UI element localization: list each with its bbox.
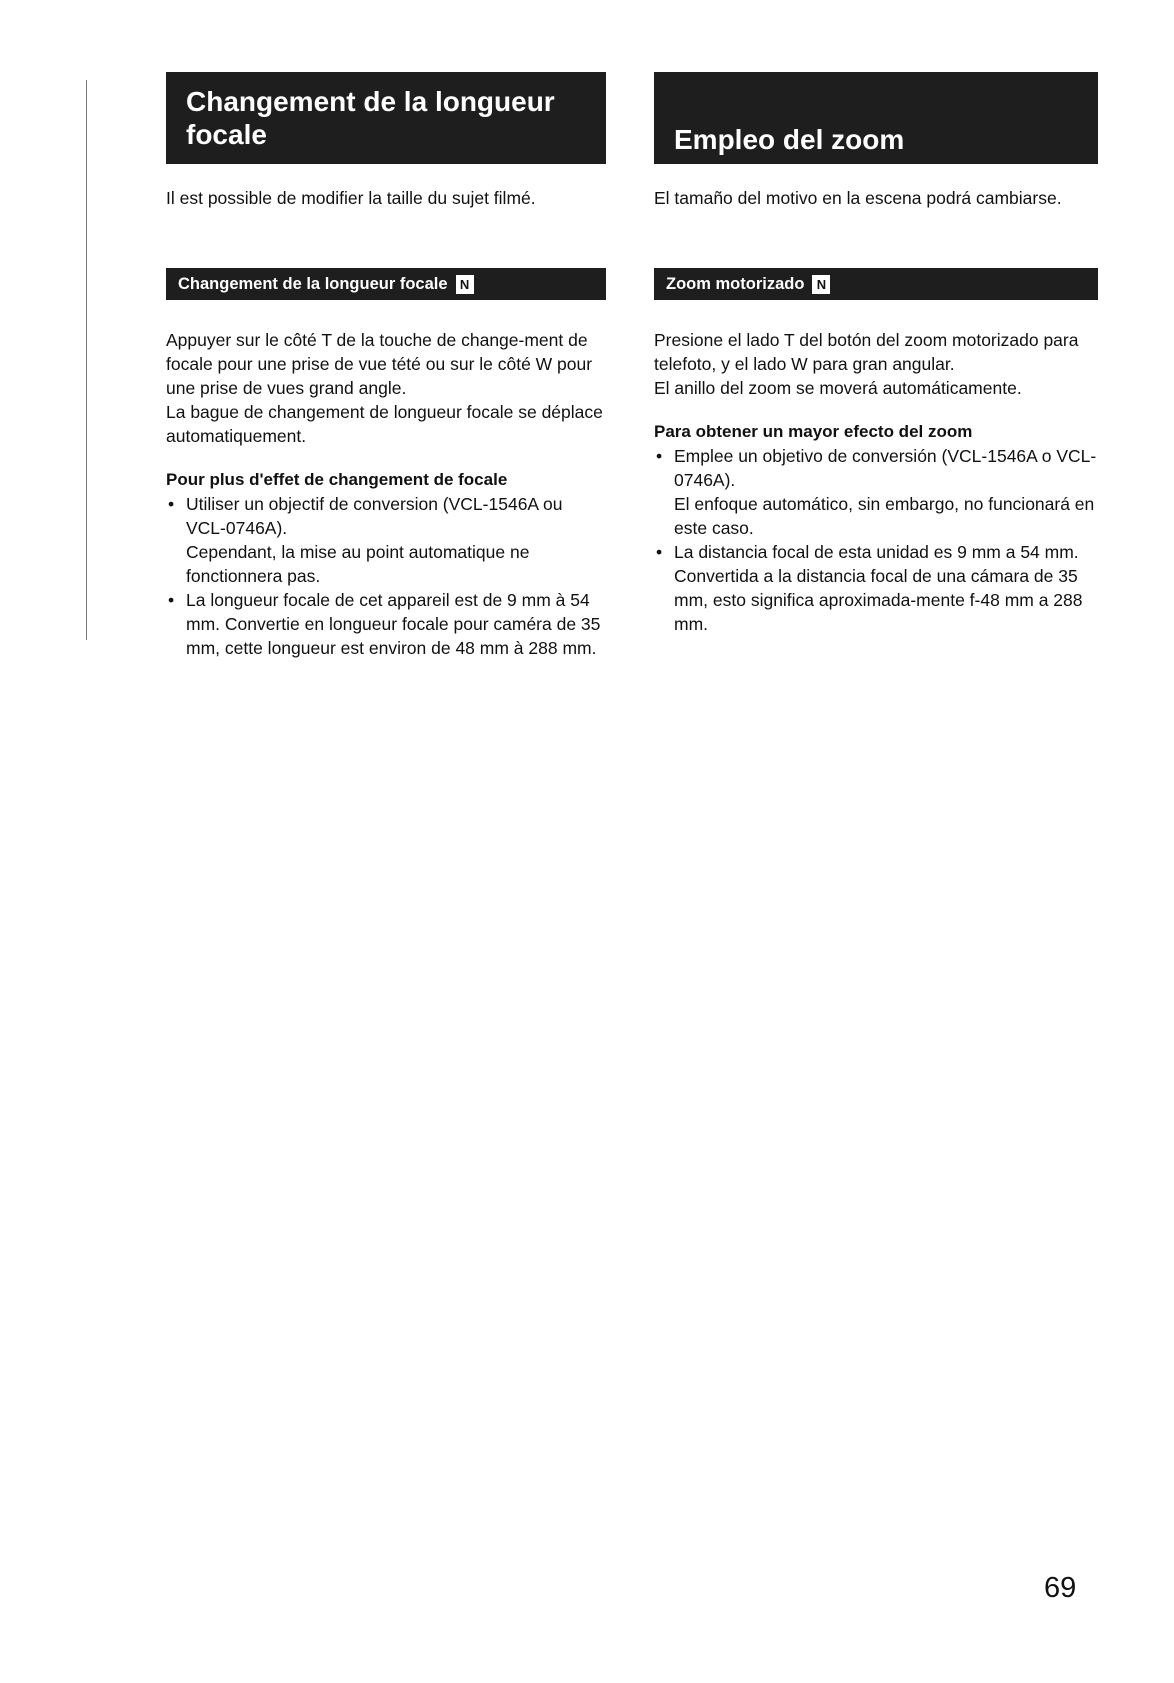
bullet-icon: • [656,542,663,562]
paragraph: Appuyer sur le côté T de la touche de change-ment de focale pour une prise de vue tété ou sur le côté W pour une prise de vues grand angle. [166,330,593,398]
subheading-bar [166,268,606,300]
list-item-text: Emplee un objetivo de conversión (VCL-1546A o VCL-0746A). [674,446,1097,490]
bullet-icon: • [168,494,175,514]
section-title-line-2: focale [186,119,267,150]
section-title-banner [654,72,1098,164]
intro-text: El tamaño del motivo en la escena podrá cambiarse. [654,188,1062,208]
list-item [166,588,606,660]
column-spanish [654,72,1098,636]
column-french [166,72,606,660]
list-item-text: La longueur focale de cet appareil est de 9 mm à 54 mm. Convertie en longueur focale pour caméra de 35 mm, cette longueur est environ de 48 mm à 288 mm. [186,590,601,658]
list-item-text: La distancia focal de esta unidad es 9 mm a 54 mm. Convertida a la distancia focal de una cámara de 35 mm, esto significa aproximada-mente f-48 mm a 288 mm. [674,542,1083,634]
bullet-list [166,492,606,660]
page-number: 69 [1044,1572,1077,1604]
bullet-icon: • [656,446,663,466]
list-item-text: Cependant, la mise au point automatique ne fonctionnera pas. [186,542,530,586]
paragraph: La bague de changement de longueur focale se déplace automatiquement. [166,402,603,446]
body-text [654,328,1098,400]
body-text [166,328,606,448]
paragraph: Presione el lado T del botón del zoom motorizado para telefoto, y el lado W para gran angular. [654,330,1079,374]
paragraph: El anillo del zoom se moverá automáticamente. [654,378,1022,398]
margin-rule [86,80,87,640]
list-item-text: El enfoque automático, sin embargo, no funcionará en este caso. [674,494,1095,538]
n-mode-icon: N [812,275,830,294]
n-mode-icon: N [456,275,474,294]
section-heading: Pour plus d'effet de changement de focale [166,470,508,489]
subheading-label: Changement de la longueur focale [178,274,448,293]
list-item [654,540,1098,636]
subheading-bar [654,268,1098,300]
section-title-banner [166,72,606,164]
intro-text: Il est possible de modifier la taille du sujet filmé. [166,188,536,208]
section-title-line-1: Changement de la longueur [186,86,555,117]
section-title-line-1: Empleo del zoom [674,124,905,155]
list-item [654,444,1098,540]
bullet-list [654,444,1098,636]
list-item [166,492,606,588]
section-heading: Para obtener un mayor efecto del zoom [654,422,973,441]
list-item-text: Utiliser un objectif de conversion (VCL-1546A ou VCL-0746A). [186,494,563,538]
bullet-icon: • [168,590,175,610]
subheading-label: Zoom motorizado [666,274,805,293]
